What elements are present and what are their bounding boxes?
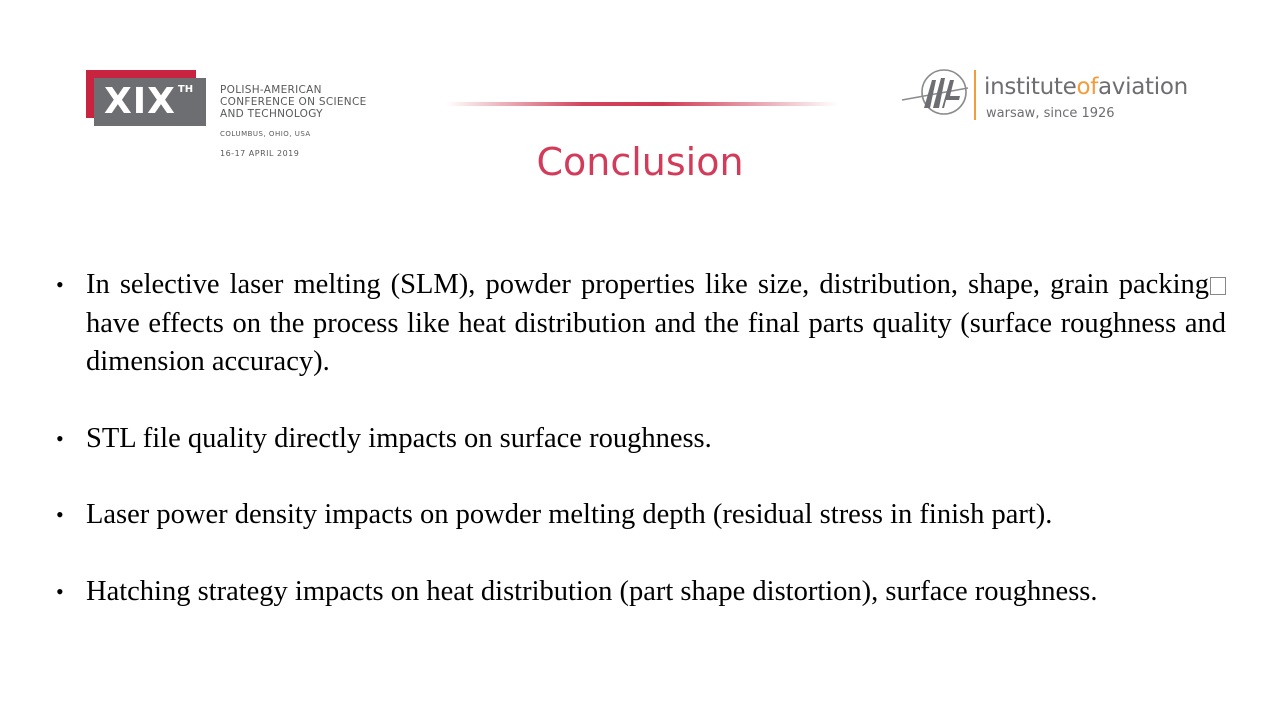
- conference-location: COLUMBUS, OHIO, USA: [220, 130, 311, 138]
- slide-title: Conclusion: [536, 140, 744, 184]
- bullet-text: Hatching strategy impacts on heat distribution (part shape distortion), surface roughness.: [86, 575, 1098, 607]
- bullet-text: have effects on the process like heat distribution and the final parts quality (surface roughness and dimension accuracy).: [86, 307, 1226, 377]
- conference-title-line: CONFERENCE ON SCIENCE: [220, 96, 367, 108]
- institute-logo: [900, 64, 1200, 124]
- conference-title-line: AND TECHNOLOGY: [220, 108, 323, 120]
- institute-name-part: aviation: [1098, 74, 1188, 100]
- bullet-item: [56, 420, 1226, 459]
- bullet-text: In selective laser melting (SLM), powder properties like size, distribution, shape, grain packing: [86, 269, 1209, 300]
- bullet-item: [56, 266, 1226, 382]
- conclusion-bullet-list: [56, 266, 1226, 649]
- ilot-emblem-icon: [900, 64, 970, 124]
- institute-name-of: of: [1076, 74, 1099, 100]
- bullet-text: Laser power density impacts on powder melting depth (residual stress in finish part).: [86, 499, 1053, 530]
- institute-name-part: institute: [984, 74, 1077, 100]
- institute-subtitle: warsaw, since 1926: [986, 106, 1115, 121]
- xix-numeral: XIX: [104, 81, 176, 122]
- institute-name: [984, 74, 1188, 100]
- missing-glyph-icon: [1210, 277, 1226, 295]
- xix-badge: [86, 70, 206, 126]
- bullet-item: [56, 496, 1226, 535]
- bullet-item: [56, 573, 1226, 612]
- conference-date: 16-17 APRIL 2019: [220, 149, 300, 158]
- bullet-text: STL file quality directly impacts on surface roughness.: [86, 422, 712, 454]
- xix-superscript: TH: [177, 84, 194, 95]
- header-divider-line: [446, 102, 838, 106]
- conference-title-line: POLISH-AMERICAN: [220, 84, 322, 96]
- institute-logo-divider: [974, 70, 976, 120]
- xix-badge-gray-block: [94, 78, 206, 126]
- conference-title: [220, 84, 420, 120]
